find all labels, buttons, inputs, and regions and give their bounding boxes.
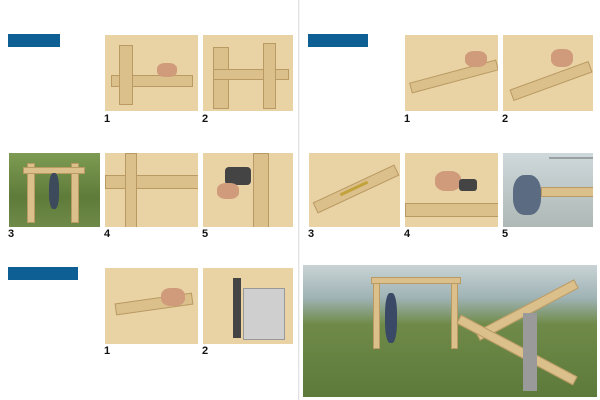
photo-overlay-text — [523, 299, 591, 301]
photo-step-1 — [104, 34, 199, 112]
photo-roof-step-1 — [104, 267, 199, 345]
section-body-kattorakenne — [8, 282, 100, 377]
photo-step-4 — [104, 152, 199, 228]
caption-rafter-step-5 — [502, 229, 594, 263]
section-body-ylajuoksu — [8, 49, 100, 150]
caption-number: 3 — [308, 229, 315, 240]
caption-roof-step-2 — [202, 346, 294, 382]
caption-number: 4 — [104, 229, 111, 240]
caption-roof-step-1 — [104, 346, 199, 382]
caption-number: 5 — [202, 229, 209, 240]
photo-step-3 — [8, 152, 101, 228]
photo-rafter-step-4 — [404, 152, 499, 228]
photo-rafter-step-2 — [502, 34, 594, 112]
caption-number: 2 — [502, 114, 509, 125]
photo-rafter-step-3 — [308, 152, 401, 228]
caption-step-4 — [104, 229, 199, 263]
photo-rafter-step-5 — [502, 152, 594, 228]
caption-number: 5 — [502, 229, 509, 240]
caption-rafter-step-4 — [404, 229, 499, 263]
caption-number: 2 — [202, 114, 209, 125]
caption-rafter-step-1 — [404, 114, 499, 152]
caption-step-3 — [8, 229, 101, 263]
caption-number: 4 — [404, 229, 411, 240]
caption-number: 1 — [104, 114, 111, 125]
caption-rafter-step-2 — [502, 114, 594, 152]
caption-number: 1 — [404, 114, 411, 125]
caption-step-2 — [202, 114, 294, 152]
section-title-kattorakenne — [8, 267, 78, 280]
photo-step-2 — [202, 34, 294, 112]
caption-number: 3 — [8, 229, 15, 240]
caption-number: 1 — [104, 346, 111, 357]
caption-number: 2 — [202, 346, 209, 357]
photo-rafter-step-1 — [404, 34, 499, 112]
section-body-kattovasat — [308, 49, 400, 150]
section-title-ylajuoksu — [8, 34, 60, 47]
caption-step-1 — [104, 114, 199, 152]
section-title-kattovasat — [308, 34, 368, 47]
caption-step-5 — [202, 229, 294, 263]
photo-roof-step-2 — [202, 267, 294, 345]
photo-step-5 — [202, 152, 294, 228]
photo-gazebo-frame — [302, 264, 598, 398]
photo-overlay-text — [549, 157, 594, 159]
right-page — [300, 0, 600, 400]
caption-rafter-step-3 — [308, 229, 401, 263]
